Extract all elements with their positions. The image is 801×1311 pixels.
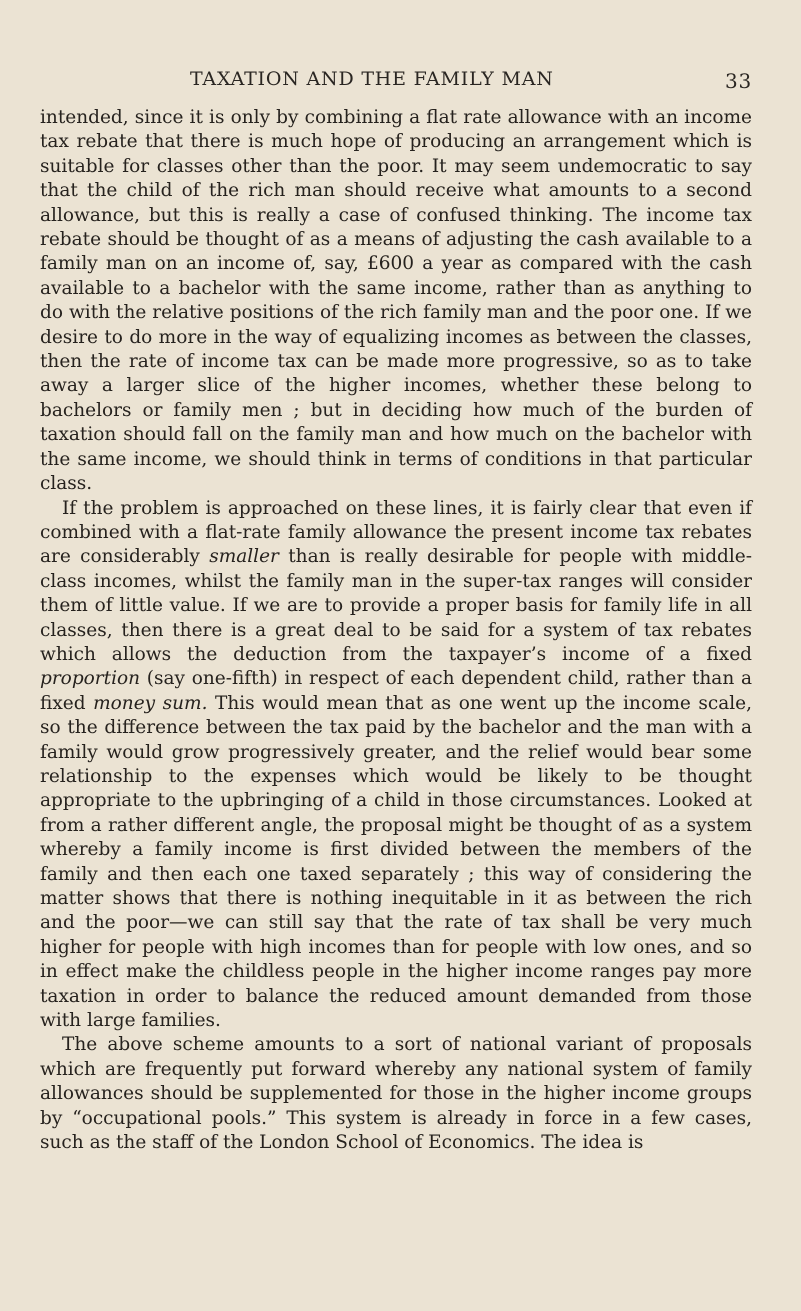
italic-text: proportion	[40, 668, 141, 690]
text-segment: (say one-fifth) in respect of each dependent child, rather than a fixed	[40, 668, 752, 714]
text-segment: This would mean that as one went up the income scale, so the difference between the tax paid by the bachelor and the man with a family would grow progressively greater, and the relief would bear some relationship to the expenses which would be likely to be thought appropriate to the upbringing of a child in those circumstances. Looked at from a rather different angle, the proposal might be thought of as a system whereby a family income is first divided between the members of the family and then each one taxed separately ; this way of considering the matter shows that there is nothing inequitable in it as between the rich and the poor—we can still say that the rate of tax shall be very much higher for people with high incomes than for people with low ones, and so in effect make the childless people in the higher income ranges pay more taxation in order to balance the reduced amount demanded from those with large families.	[40, 692, 752, 1032]
page-number: 33	[724, 69, 752, 93]
paragraph-1	[40, 106, 752, 497]
italic-text: smaller	[209, 546, 279, 568]
text-segment: The above scheme amounts to a sort of national variant of proposals which are frequently put forward whereby any national system of family allowances should be supplemented for those in the higher income groups by “occupational pools.” This system is already in force in a few cases, such as the staff of the London School of Economics. The idea is	[40, 1034, 752, 1154]
paragraph-2	[40, 497, 752, 1034]
running-title: TAXATION AND THE FAMILY MAN	[190, 68, 554, 90]
text-segment: intended, since it is only by combining a flat rate allowance with an income tax rebate that there is much hope of producing an arrangement which is suitable for classes other than the poor. It may seem undemocratic to say that the child of the rich man should receive what amounts to a second allowance, but this is really a case of confused thinking. The income tax rebate should be thought of as a means of adjusting the cash available to a family man on an income of, say, £600 a year as compared with the cash available to a bachelor with the same income, rather than as anything to do with the relative positions of the rich family man and the poor one. If we desire to do more in the way of equalizing incomes as between the classes, then the rate of income tax can be made more progressive, so as to take away a larger slice of the higher incomes, whether these belong to bachelors or family men ; but in deciding how much of the burden of taxation should fall on the family man and how much on the bachelor with the same income, we should think in terms of conditions in that particular class.	[40, 107, 752, 495]
text-segment: than is really desirable for people with middle-class incomes, whilst the family man in the super-tax ranges will consider them of little value. If we are to provide a proper basis for family life in all classes, then there is a great deal to be said for a system of tax rebates which allows the deduction from the taxpayer’s income of a fixed	[40, 546, 752, 665]
body-text	[40, 106, 752, 1155]
text-segment: If the problem is approached on these lines, it is fairly clear that even if combined with a flat-rate family allowance the present income tax rebates are considerably	[40, 497, 752, 568]
paragraph-3	[40, 1033, 752, 1155]
italic-text: money sum.	[93, 692, 208, 714]
running-head	[40, 68, 752, 98]
